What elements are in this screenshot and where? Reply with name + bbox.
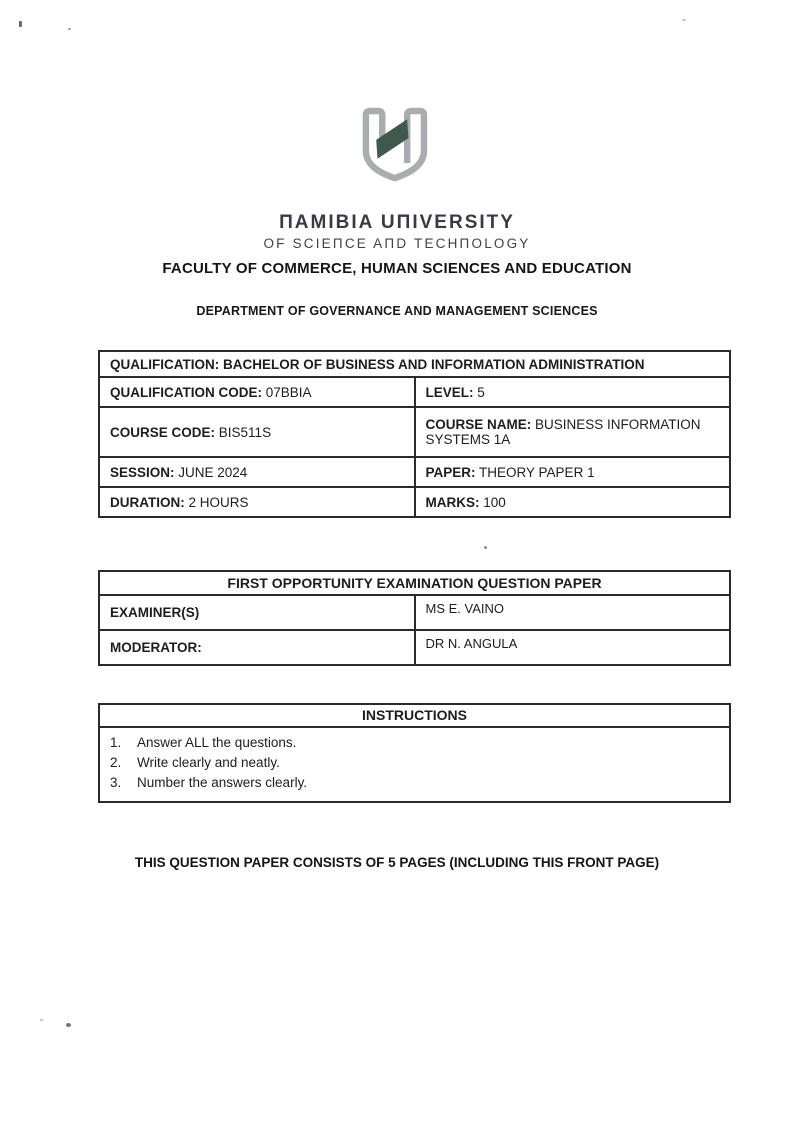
duration-value: 2 HOURS [188, 494, 249, 510]
scan-speck [66, 1023, 71, 1027]
scan-speck [484, 546, 487, 549]
table-row [99, 351, 730, 377]
table-row [99, 595, 730, 630]
instruction-text: Number the answers clearly. [137, 775, 308, 790]
table-row [99, 571, 730, 595]
list-item [110, 753, 719, 773]
level-value: 5 [477, 384, 485, 400]
course-code-value: BIS511S [218, 424, 272, 440]
table-row [99, 377, 730, 407]
table-row [99, 630, 730, 665]
session-value: JUNE 2024 [178, 464, 248, 480]
scan-speck [40, 1019, 43, 1021]
list-item [110, 773, 719, 793]
instruction-text: Answer ALL the questions. [137, 735, 297, 750]
list-item [110, 733, 719, 753]
qualification-code-value: 07BBIA [265, 384, 312, 400]
scan-speck [19, 21, 22, 27]
university-shield-logo [353, 94, 439, 196]
table-row [99, 487, 730, 517]
examiner-label: EXAMINER(S) [99, 595, 415, 630]
scan-speck [682, 19, 686, 21]
moderator-value: DR N. ANGULA [415, 630, 731, 665]
paper-value: THEORY PAPER 1 [479, 464, 595, 480]
scan-speck [68, 28, 71, 30]
course-details-table [98, 350, 731, 518]
table-row [99, 407, 730, 457]
course-code-label: COURSE CODE: [110, 424, 216, 440]
instructions-box [98, 703, 731, 803]
faculty-heading: FACULTY OF COMMERCE, HUMAN SCIENCES AND EDUCATION [162, 260, 632, 277]
table-row [99, 457, 730, 487]
page-count-note: THIS QUESTION PAPER CONSISTS OF 5 PAGES (INCLUDING THIS FRONT PAGE) [134, 855, 660, 870]
instruction-text: Write clearly and neatly. [137, 755, 280, 770]
department-heading: DEPARTMENT OF GOVERNANCE AND MANAGEMENT SCIENCES [196, 304, 598, 318]
session-label: SESSION: [110, 464, 175, 480]
qualification-value: BACHELOR OF BUSINESS AND INFORMATION ADMINISTRATION [223, 356, 645, 372]
university-wordmark-line1: ΠAMIBIA UΠIVERSITY [279, 212, 515, 233]
instruction-number: 3. [110, 775, 122, 790]
qualification-label: QUALIFICATION: [110, 356, 220, 372]
course-name-label: COURSE NAME: [425, 417, 532, 432]
moderator-label: MODERATOR: [99, 630, 415, 665]
duration-label: DURATION: [110, 494, 185, 510]
exam-paper-table [98, 570, 731, 666]
qualification-code-label: QUALIFICATION CODE: [110, 384, 262, 400]
examiner-value: MS E. VAINO [415, 595, 731, 630]
instruction-number: 1. [110, 735, 122, 750]
university-wordmark-line2: OF SCIEΠCE AΠD TECHΠOLOGY [263, 236, 531, 251]
marks-label: MARKS: [425, 494, 480, 510]
instruction-number: 2. [110, 755, 122, 770]
level-label: LEVEL: [425, 384, 474, 400]
paper-label: PAPER: [425, 464, 476, 480]
course-name-value: BUSINESS INFORMATION SYSTEMS 1A [425, 417, 701, 447]
marks-value: 100 [483, 494, 506, 510]
exam-paper-title: FIRST OPPORTUNITY EXAMINATION QUESTION PAPER [99, 571, 730, 595]
instructions-list [100, 728, 729, 801]
instructions-title: INSTRUCTIONS [100, 705, 729, 728]
